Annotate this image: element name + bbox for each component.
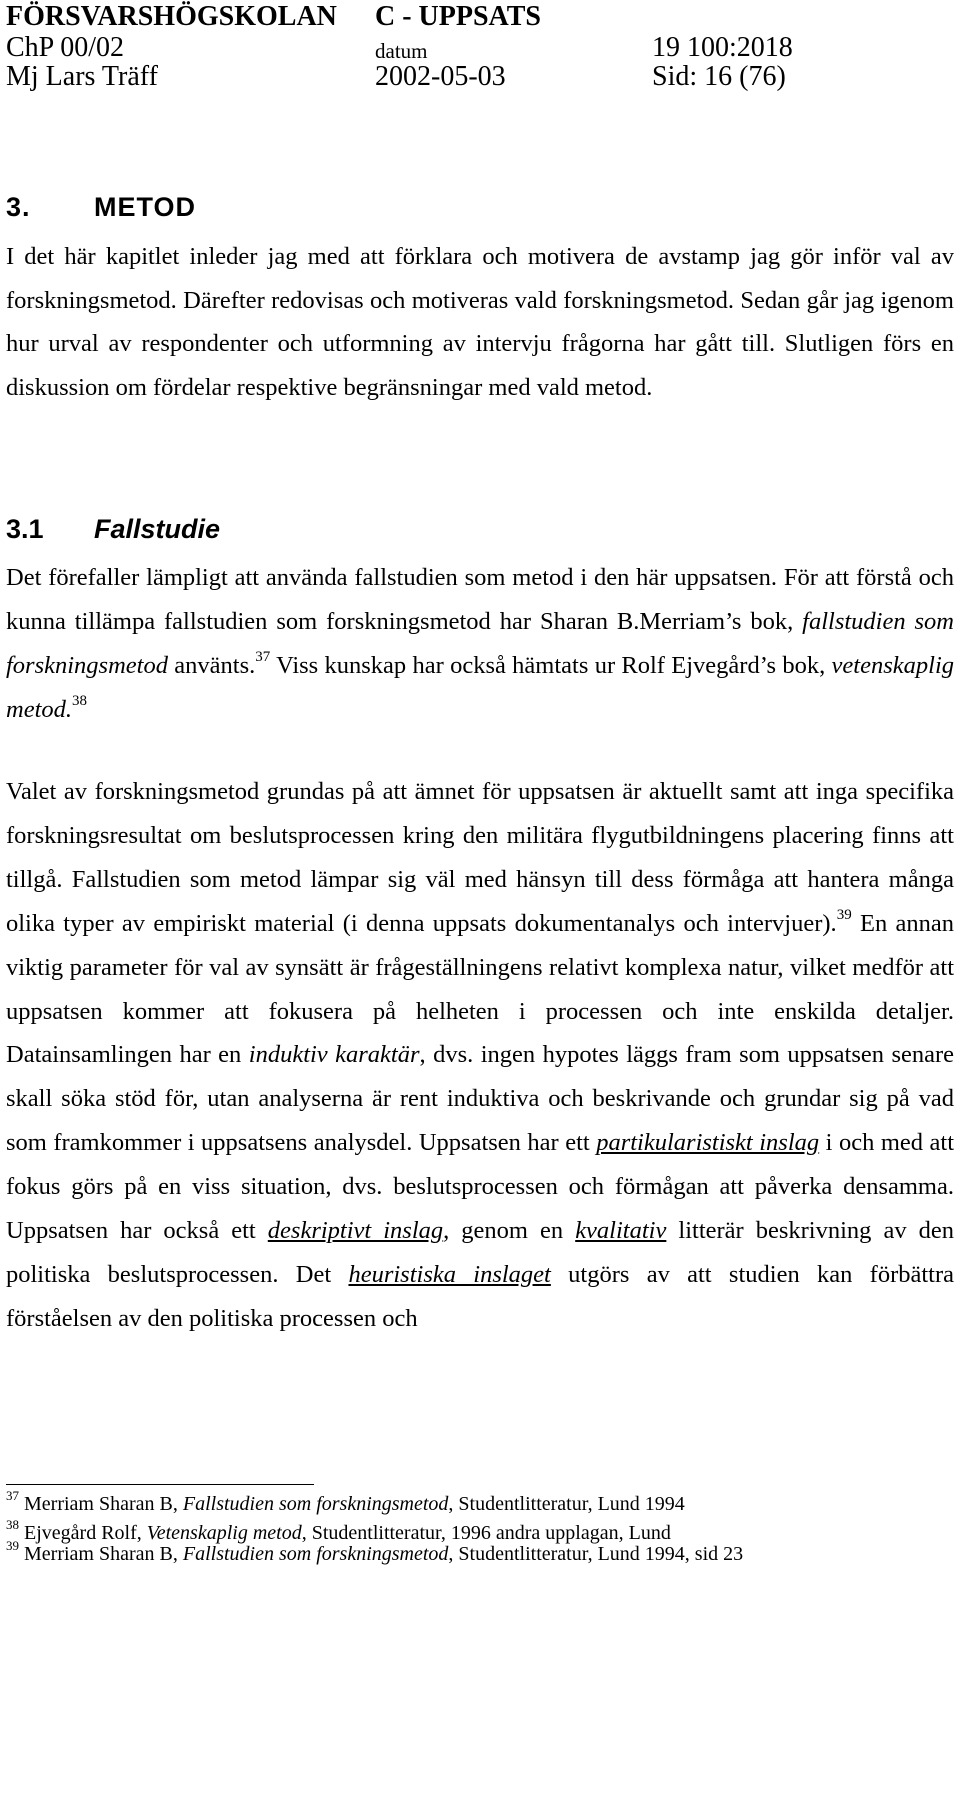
text-run: i och med att fokus görs på en viss situation, dvs. beslutsprocessen och förmågan att påverka densamma. Uppsatsen har också ett	[6, 1129, 954, 1245]
footnote-37	[6, 1488, 956, 1516]
footnote-number: 38	[6, 1517, 19, 1533]
text-run: Det förefaller lämpligt att använda fallstudien som metod i den här uppsatsen. För att förstå och kunna tillämpa fallstudien som forskningsmetod har Sharan B.Merriam’s bok,	[6, 564, 954, 635]
text-run: Ejvegård Rolf,	[19, 1522, 147, 1544]
document-type: C - UPPSATS	[375, 1, 541, 32]
text-run: En annan viktig parameter för val av synsätt är frågeställningens relativt komplexa natur, vilket medför att uppsatsen kommer att fokusera på helheten i processen och inte enskilda detaljer. Datainsamlingen har en	[6, 909, 954, 1069]
text-run: använts.	[167, 652, 256, 679]
footnote-ref-38[interactable]: 38	[72, 692, 87, 709]
footnote-ref-37[interactable]: 37	[255, 648, 271, 665]
text-run: Valet av forskningsmetod grundas på att ämnet för uppsatsen är aktuellt samt att inga specifika forskningsresultat om beslutsprocessen kring den militära flygutbildningens placering finns att tillgå. Fallstudien som metod lämpar sig väl med hänsyn till dess förmåga att hantera många olika typer av empiriskt material (i denna uppsats dokumentanalys och intervjuer).	[6, 778, 954, 937]
date-label: datum	[375, 39, 428, 63]
italic-term: heuristiska inslaget	[348, 1260, 551, 1288]
subsection-number: 3.1	[6, 514, 44, 544]
fallstudie-paragraph	[6, 556, 954, 732]
italic-term: deskriptivt inslag	[267, 1217, 444, 1245]
text-run: utgörs av att studien kan förbättra förståelsen av den politiska processen och	[6, 1260, 954, 1332]
italic-book-title: vetenskaplig metod.	[6, 652, 954, 723]
text-run: Merriam Sharan B,	[19, 1493, 183, 1515]
subsection-title: Fallstudie	[94, 514, 221, 544]
text-run: , Studentlitteratur, Lund 1994	[448, 1493, 685, 1515]
footnote-number: 37	[6, 1488, 19, 1504]
page-number: Sid: 16 (76)	[652, 61, 786, 92]
text-run: , dvs. ingen hypotes läggs fram som uppsatsen senare skall söka stöd för, utan analyserna är rent induktiva och beskrivande och grundar sig på vad som framkommer i uppsatsens analysdel. Uppsatsen har ett	[6, 1041, 955, 1157]
section-number: 3.	[6, 192, 31, 222]
section-title: METOD	[94, 192, 197, 222]
text-run: Viss kunskap har också hämtats ur Rolf Ejvegård’s bok,	[270, 652, 832, 679]
text-run: , Studentlitteratur, 1996 andra upplagan, Lund	[301, 1522, 671, 1544]
text-run: , genom en	[443, 1217, 576, 1245]
school-name: FÖRSVARSHÖGSKOLAN	[6, 1, 337, 32]
italic-term: induktiv karaktär	[248, 1041, 420, 1069]
italic-term: partikularistiskt inslag	[596, 1129, 820, 1157]
text-run: litterär beskrivning av den politiska beslutsprocessen. Det	[6, 1217, 954, 1288]
reference-number: 19 100:2018	[652, 32, 793, 63]
course-code: ChP 00/02	[6, 32, 124, 63]
intro-paragraph: I det här kapitlet inleder jag med att förklara och motivera de avstamp jag gör inför val av forskningsmetod. Därefter redovisas och motiveras vald forskningsmetod. Sedan går jag igenom hur urval av respondenter och utformning av intervju frågorna har gått till. Slutligen förs en diskussion om fördelar respektive begränsningar med vald metod.	[6, 243, 954, 401]
footnote-39	[6, 1538, 956, 1566]
footnote-title: Fallstudien som forskningsmetod	[182, 1543, 449, 1565]
text-run: Merriam Sharan B,	[19, 1543, 183, 1565]
author-name: Mj Lars Träff	[6, 61, 158, 92]
method-paragraph	[6, 770, 954, 1341]
document-date: 2002-05-03	[375, 61, 506, 92]
footnote-number: 39	[6, 1538, 19, 1554]
italic-term: kvalitativ	[575, 1217, 667, 1245]
italic-book-title: fallstudien som forskningsmetod	[6, 608, 955, 679]
footnote-title: Fallstudien som forskningsmetod	[182, 1493, 449, 1515]
section-heading	[6, 192, 196, 223]
text-run: , Studentlitteratur, Lund 1994, sid 23	[448, 1543, 744, 1565]
footnote-ref-39[interactable]: 39	[836, 906, 852, 923]
footnote-title: Vetenskaplig metod	[146, 1522, 302, 1544]
subsection-heading	[6, 514, 220, 545]
footnote-separator	[6, 1484, 314, 1485]
